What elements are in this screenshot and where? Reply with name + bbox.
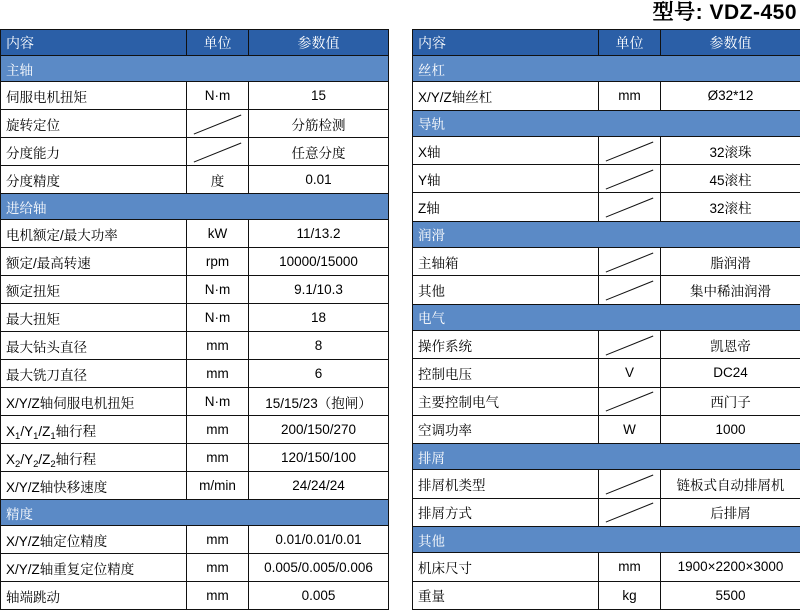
table-row xyxy=(1,248,389,276)
section-header-row xyxy=(413,444,800,470)
spec-value: 11/13.2 xyxy=(249,220,389,248)
spec-name: X轴 xyxy=(413,136,599,164)
diagonal-slash-icon xyxy=(599,193,660,220)
spec-value: 0.005 xyxy=(249,582,389,610)
spec-value: 集中稀油润滑 xyxy=(661,276,800,304)
spec-value: 200/150/270 xyxy=(249,416,389,444)
section-header-row xyxy=(413,526,800,552)
spec-unit: N·m xyxy=(187,82,249,110)
spec-name: 控制电压 xyxy=(413,359,599,387)
diagonal-slash-icon xyxy=(599,276,660,303)
spec-value: 0.01 xyxy=(249,166,389,194)
spec-value: 0.005/0.005/0.006 xyxy=(249,554,389,582)
spec-unit: mm xyxy=(187,416,249,444)
spec-value: 西门子 xyxy=(661,387,800,415)
section-label: 丝杠 xyxy=(413,56,800,82)
spec-name: X/Y/Z轴丝杠 xyxy=(413,82,599,110)
spec-unit xyxy=(599,330,661,358)
spec-value: 9.1/10.3 xyxy=(249,276,389,304)
spec-name: X/Y/Z轴定位精度 xyxy=(1,526,187,554)
right-spec-table xyxy=(412,29,800,610)
spec-name: 空调功率 xyxy=(413,415,599,443)
table-row xyxy=(413,553,800,581)
section-header-row xyxy=(413,56,800,82)
table-row xyxy=(413,387,800,415)
spec-name: 电机额定/最大功率 xyxy=(1,220,187,248)
spec-value: 45滚柱 xyxy=(661,165,800,193)
spec-name: 旋转定位 xyxy=(1,110,187,138)
spec-value: 分筋检测 xyxy=(249,110,389,138)
spec-value: 后排屑 xyxy=(661,498,800,526)
spec-value: 120/150/100 xyxy=(249,444,389,472)
spec-unit: rpm xyxy=(187,248,249,276)
spec-value: Ø32*12 xyxy=(661,82,800,110)
diagonal-slash-icon xyxy=(187,110,248,137)
spec-unit xyxy=(599,136,661,164)
table-header-row xyxy=(1,30,389,56)
diagonal-slash-icon xyxy=(599,499,660,526)
table-row xyxy=(1,388,389,416)
column-header-value: 参数值 xyxy=(249,30,389,56)
spec-name: 额定/最高转速 xyxy=(1,248,187,276)
spec-value: DC24 xyxy=(661,359,800,387)
spec-value: 链板式自动排屑机 xyxy=(661,470,800,498)
spec-unit: mm xyxy=(187,554,249,582)
table-row xyxy=(1,110,389,138)
table-row xyxy=(1,582,389,610)
spec-value: 10000/15000 xyxy=(249,248,389,276)
spec-unit: V xyxy=(599,359,661,387)
table-row xyxy=(413,359,800,387)
spec-value: 脂润滑 xyxy=(661,248,800,276)
spec-name: X/Y/Z轴快移速度 xyxy=(1,472,187,500)
section-label: 其他 xyxy=(413,526,800,552)
table-row xyxy=(413,82,800,110)
spec-name: $X_2/Y_2/Z_2$轴行程 xyxy=(1,444,187,472)
spec-name: 最大扭矩 xyxy=(1,304,187,332)
table-row xyxy=(1,526,389,554)
table-row xyxy=(413,581,800,609)
right-table-body xyxy=(413,56,800,610)
spec-value: 5500 xyxy=(661,581,800,609)
spec-name: 伺服电机扭矩 xyxy=(1,82,187,110)
table-row xyxy=(413,470,800,498)
spec-name: 其他 xyxy=(413,276,599,304)
spec-unit: mm xyxy=(187,582,249,610)
spec-unit: mm xyxy=(599,553,661,581)
section-label: 导轨 xyxy=(413,110,800,136)
column-header-name: 内容 xyxy=(413,30,599,56)
spec-value: 24/24/24 xyxy=(249,472,389,500)
spec-tables-container xyxy=(0,29,800,610)
table-row xyxy=(1,416,389,444)
table-row xyxy=(413,193,800,221)
table-row xyxy=(413,498,800,526)
column-header-value: 参数值 xyxy=(661,30,800,56)
diagonal-slash-icon xyxy=(599,137,660,164)
spec-name: 重量 xyxy=(413,581,599,609)
section-label: 润滑 xyxy=(413,221,800,247)
spec-unit xyxy=(187,110,249,138)
table-row xyxy=(1,472,389,500)
column-header-name: 内容 xyxy=(1,30,187,56)
spec-unit xyxy=(599,248,661,276)
table-row xyxy=(413,248,800,276)
section-label: 主轴 xyxy=(1,56,389,82)
spec-unit xyxy=(599,387,661,415)
section-header-row xyxy=(413,304,800,330)
diagonal-slash-icon xyxy=(599,248,660,275)
section-label: 精度 xyxy=(1,500,389,526)
spec-name: $X_1/Y_1/Z_1$轴行程 xyxy=(1,416,187,444)
table-row xyxy=(1,276,389,304)
diagonal-slash-icon xyxy=(187,138,248,165)
table-row xyxy=(1,220,389,248)
spec-name: Y轴 xyxy=(413,165,599,193)
spec-name: 操作系统 xyxy=(413,330,599,358)
diagonal-slash-icon xyxy=(599,388,660,415)
spec-value: 凯恩帝 xyxy=(661,330,800,358)
spec-unit: kg xyxy=(599,581,661,609)
spec-value: 15/15/23（抱闸） xyxy=(249,388,389,416)
spec-unit xyxy=(599,193,661,221)
column-header-unit: 单位 xyxy=(599,30,661,56)
spec-value: 15 xyxy=(249,82,389,110)
section-header-row xyxy=(413,110,800,136)
table-row xyxy=(413,136,800,164)
spec-value: 32滚柱 xyxy=(661,193,800,221)
spec-unit: kW xyxy=(187,220,249,248)
spec-name: 主轴箱 xyxy=(413,248,599,276)
spec-value: 8 xyxy=(249,332,389,360)
spec-name: Z轴 xyxy=(413,193,599,221)
spec-unit: N·m xyxy=(187,388,249,416)
spec-name: 最大铣刀直径 xyxy=(1,360,187,388)
table-row xyxy=(413,165,800,193)
spec-name: 分度精度 xyxy=(1,166,187,194)
column-header-unit: 单位 xyxy=(187,30,249,56)
spec-name: 额定扭矩 xyxy=(1,276,187,304)
spec-unit: mm xyxy=(599,82,661,110)
spec-unit: mm xyxy=(187,526,249,554)
table-row xyxy=(1,82,389,110)
table-row xyxy=(1,444,389,472)
spec-unit xyxy=(187,138,249,166)
section-label: 电气 xyxy=(413,304,800,330)
diagonal-slash-icon xyxy=(599,470,660,497)
spec-unit: 度 xyxy=(187,166,249,194)
section-header-row xyxy=(1,500,389,526)
spec-value: 任意分度 xyxy=(249,138,389,166)
left-table-body xyxy=(1,56,389,610)
spec-name: 排屑方式 xyxy=(413,498,599,526)
spec-unit: mm xyxy=(187,360,249,388)
table-header-row xyxy=(413,30,800,56)
section-header-row xyxy=(1,194,389,220)
spec-unit: N·m xyxy=(187,304,249,332)
section-header-row xyxy=(1,56,389,82)
spec-value: 0.01/0.01/0.01 xyxy=(249,526,389,554)
spec-unit xyxy=(599,470,661,498)
table-row xyxy=(413,415,800,443)
spec-name: 排屑机类型 xyxy=(413,470,599,498)
table-row xyxy=(1,332,389,360)
table-row xyxy=(1,554,389,582)
spec-name: 最大钻头直径 xyxy=(1,332,187,360)
spec-name: X/Y/Z轴伺服电机扭矩 xyxy=(1,388,187,416)
spec-value: 1000 xyxy=(661,415,800,443)
spec-name: X/Y/Z轴重复定位精度 xyxy=(1,554,187,582)
table-row xyxy=(1,304,389,332)
table-row xyxy=(1,360,389,388)
spec-unit: mm xyxy=(187,332,249,360)
spec-value: 1900×2200×3000 xyxy=(661,553,800,581)
spec-unit: N·m xyxy=(187,276,249,304)
spec-name: 主要控制电气 xyxy=(413,387,599,415)
table-row xyxy=(413,330,800,358)
diagonal-slash-icon xyxy=(599,331,660,358)
spec-value: 32滚珠 xyxy=(661,136,800,164)
spec-value: 18 xyxy=(249,304,389,332)
table-row xyxy=(413,276,800,304)
section-header-row xyxy=(413,221,800,247)
spec-name: 轴端跳动 xyxy=(1,582,187,610)
section-label: 排屑 xyxy=(413,444,800,470)
spec-unit: mm xyxy=(187,444,249,472)
page-title: 型号: VDZ-450 xyxy=(652,1,797,24)
section-label: 进给轴 xyxy=(1,194,389,220)
spec-unit xyxy=(599,165,661,193)
table-row xyxy=(1,138,389,166)
spec-name: 分度能力 xyxy=(1,138,187,166)
spec-value: 6 xyxy=(249,360,389,388)
spec-unit: W xyxy=(599,415,661,443)
spec-unit xyxy=(599,276,661,304)
diagonal-slash-icon xyxy=(599,165,660,192)
spec-unit: m/min xyxy=(187,472,249,500)
table-row xyxy=(1,166,389,194)
left-spec-table xyxy=(0,29,389,610)
spec-unit xyxy=(599,498,661,526)
spec-name: 机床尺寸 xyxy=(413,553,599,581)
